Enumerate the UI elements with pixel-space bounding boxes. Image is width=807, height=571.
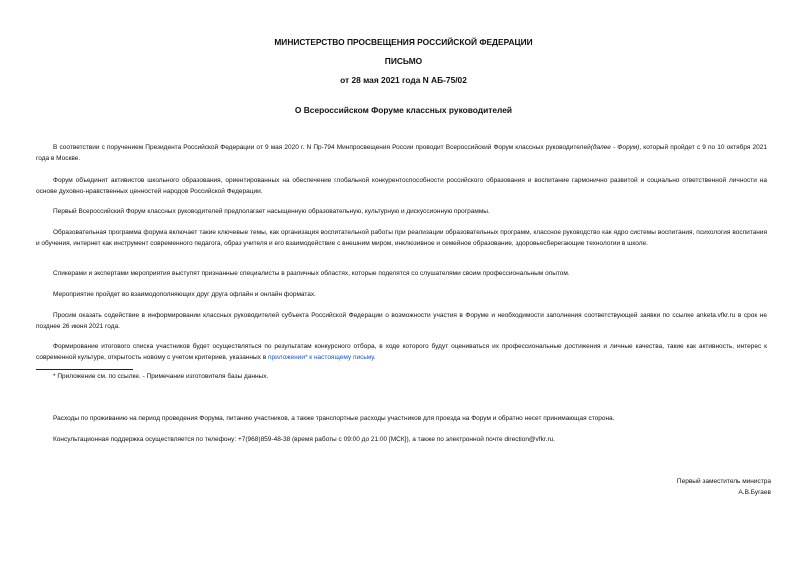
paragraph-9: Расходы по проживанию на период проведения Форума, питанию участников, а также транспортные расходы участников для проезда на Форум и обратно несет принимающая сторона. — [53, 415, 615, 422]
signature-name: А.В.Бугаев — [738, 489, 771, 496]
paragraph-1-start: В соответствии с поручением Президента Российской Федерации от 9 мая 2020 г. N Пр-794 Минпросвещения России проводит Всероссийский Форум классных руководителей — [53, 144, 591, 151]
paragraph-8 — [36, 342, 767, 364]
paragraph-1 — [36, 143, 767, 165]
paragraph-6: Мероприятие пройдет во взаимодополняющих друг друга офлайн и онлайн форматах. — [53, 291, 316, 298]
paragraph-8-end: . — [373, 353, 376, 361]
footnote-separator — [36, 369, 133, 370]
paragraph-3: Первый Всероссийский Форум классных руководителей предполагает насыщенную образовательную, культурную и дискуссионную программы. — [53, 208, 490, 215]
paragraph-7: Просим оказать содействие в информировании классных руководителей субъекта Российской Федерации о возможности участия в Форуме и необходимости заполнения соответствующей заявки по ссылке anketa.vfkr.ru в срок не позднее 26 июня 2021 года. — [36, 312, 767, 330]
footnote: * Приложение см. по ссылке. - Примечание изготовителя базы данных. — [53, 373, 269, 380]
paragraph-1-end: , который пройдет с 9 по 10 октября 2021 года в Москве. — [36, 144, 767, 162]
document-subject: О Всероссийском Форуме классных руководителей — [294, 105, 513, 115]
paragraph-4: Образовательная программа форума включает такие ключевые темы, как организация воспитательной работы при реализации образовательных программ, классное руководство как ядро системы воспитания, психология воспитания и обучения, интернет как инструмент современного педагога, образ учителя и его взаимодействие с внешним миром, инклюзивное и семейное образование, здоровьесберегающие технологии в школе. — [36, 229, 767, 247]
paragraph-5: Спикерами и экспертами мероприятия выступят признанные специалисты в различных областях, которые поделятся со слушателями своим профессиональным опытом. — [53, 270, 570, 277]
document-type: ПИСЬМО — [384, 56, 423, 66]
paragraph-10: Консультационная поддержка осуществляется по телефону: +7(968)859-48-38 (время работы с 09:00 до 21:00 [МСК]), а также по электронной почте direction@vfkr.ru. — [53, 436, 556, 443]
paragraph-8-start: Формирование итогового списка участников будет осуществляться по результатам конкурсного отбора, в ходе которого будут оцениваться их профессиональные достижения и личные качества, такие как активность, интерес к современной культуре, открытость новому с учетом критериев, указанных в — [36, 343, 767, 361]
paragraph-2: Форум объединит активистов школьного образования, ориентированных на обеспечение глобальной конкурентоспособности российского образования и воспитание гармонично развитой и социально ответственной личности на основе духовно-нравственных ценностей народов Российской Федерации. — [36, 177, 767, 195]
ministry-heading: МИНИСТЕРСТВО ПРОСВЕЩЕНИЯ РОССИЙСКОЙ ФЕДЕРАЦИИ — [274, 37, 533, 47]
document-date-number: от 28 мая 2021 года N АБ-75/02 — [340, 75, 467, 85]
signature-position: Первый заместитель министра — [676, 478, 771, 485]
paragraph-1-italic: (далее - Форум) — [590, 144, 640, 151]
appendix-link[interactable]: приложении* к настоящему письму — [267, 353, 374, 361]
